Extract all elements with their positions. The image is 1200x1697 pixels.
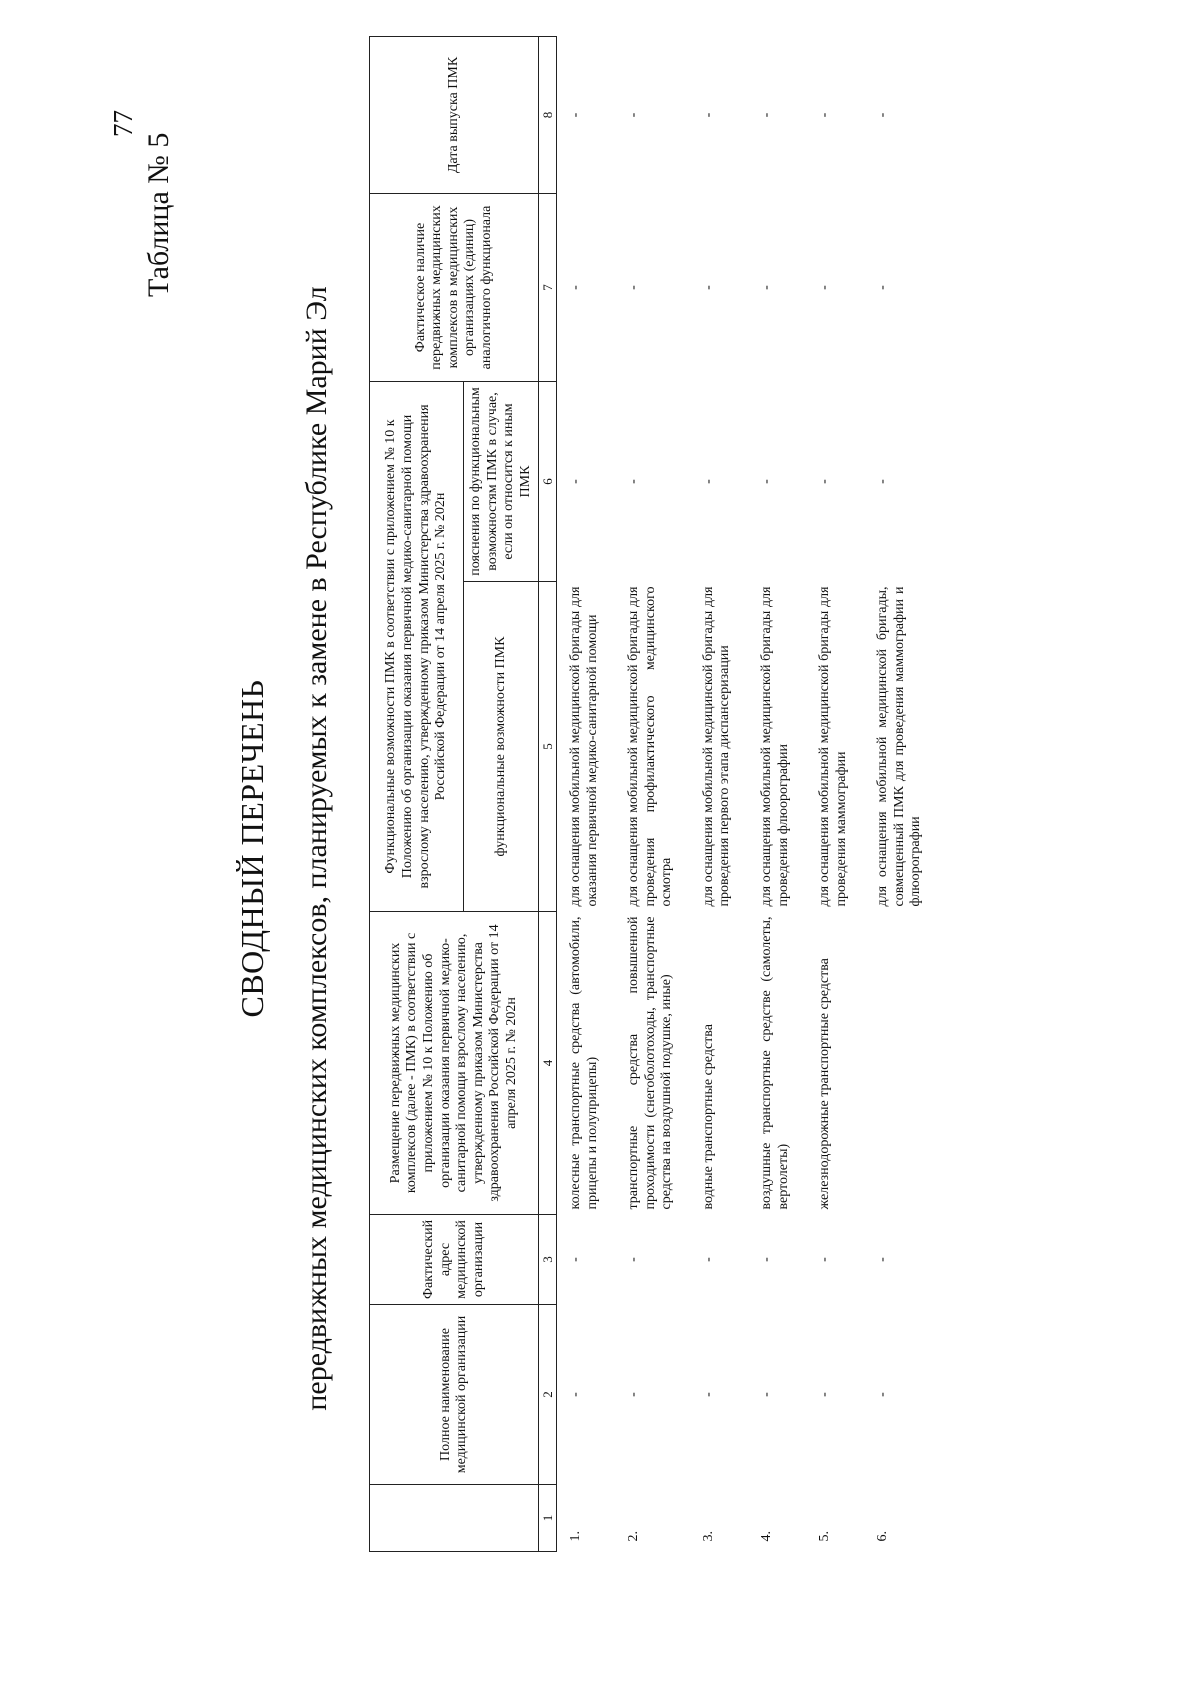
actual-count-cell: - <box>568 285 584 290</box>
column-number: 6 <box>539 382 557 582</box>
capabilities-cell: для оснащения мобильной медицинской бригады для проведения профилактического медицинского осмотра <box>626 586 675 907</box>
document-subtitle: передвижных медицинских комплексов, планируемых к замене в Республике Марий Эл <box>300 286 333 1411</box>
capabilities-cell: для оснащения мобильной медицинской бригады для проведения первого этапа диспансеризации <box>700 586 733 907</box>
table-label: Таблица № 5 <box>142 132 175 297</box>
org-name-cell: - <box>700 1392 716 1397</box>
org-address-cell: - <box>817 1257 833 1262</box>
column-number: 7 <box>539 194 557 382</box>
header-functional-capabilities: функциональные возможности ПМК <box>464 582 539 912</box>
explanation-cell: - <box>817 479 833 484</box>
header-org-address: Фактический адрес медицинской организации <box>370 1215 539 1305</box>
org-address-cell: - <box>759 1257 774 1262</box>
column-number: 8 <box>539 37 557 194</box>
column-number: 2 <box>539 1305 557 1485</box>
header-release-date: Дата выпуска ПМК <box>370 37 539 194</box>
org-name-cell: - <box>759 1392 774 1397</box>
table-row <box>615 37 690 1552</box>
release-date-cell: - <box>875 112 891 118</box>
row-number: 5. <box>817 1531 833 1542</box>
explanation-cell: - <box>700 479 716 484</box>
placement-cell: транспортные средства повышенной проходимости (снегоболотоходы, транспортные средства на воздушной подушке, иные) <box>626 916 675 1210</box>
row-number: 2. <box>626 1531 642 1542</box>
org-name-cell: - <box>875 1392 891 1397</box>
row-number: 6. <box>875 1531 891 1542</box>
actual-count-cell: - <box>817 285 833 290</box>
document-title: СВОДНЫЙ ПЕРЕЧЕНЬ <box>234 679 270 1018</box>
header-org-name: Полное наименование медицинской организации <box>370 1305 539 1485</box>
placement-cell <box>864 912 939 1215</box>
table-row <box>748 37 806 1552</box>
row-number: 4. <box>759 1531 774 1542</box>
release-date-cell: - <box>626 112 642 118</box>
header-functional-group: Функциональные возможности ПМК в соответствии с приложением № 10 к Положению об организации оказания первичной медико-санитарной помощи взрослому населению, утвержденному приказом Министерства здравоохранения Российской Федерации от 14 апреля 2025 г. № 202н <box>370 382 464 912</box>
capabilities-cell: для оснащения мобильной медицинской бригады, совмещенный ПМК для проведения маммографии и флюорографии <box>875 586 924 907</box>
placement-cell: воздушные транспортные средстве (самолеты, вертолеты) <box>759 916 791 1210</box>
row-number: 1. <box>568 1531 584 1542</box>
table-row <box>864 37 939 1552</box>
explanation-cell: - <box>759 479 774 484</box>
release-date-cell: - <box>568 112 584 118</box>
pmk-table <box>369 36 939 1552</box>
explanation-cell: - <box>875 479 891 484</box>
org-address-cell: - <box>875 1257 891 1262</box>
org-name-cell: - <box>568 1392 584 1397</box>
header-pmk-placement: Размещение передвижных медицинских комплексов (далее - ПМК) в соответствии с приложением № 10 к Положению об организации оказания первичной медико-санитарной помощи взрослому населению, утвержденному приказом Министерства здравоохранения Российской Федерации от 14 апреля 2025 г. № 202н <box>370 912 539 1215</box>
org-address-cell: - <box>626 1257 642 1262</box>
explanation-cell: - <box>568 479 584 484</box>
page-number: 77 <box>108 110 138 137</box>
placement-cell: водные транспортные средства <box>700 1024 716 1210</box>
column-number: 4 <box>539 912 557 1215</box>
actual-count-cell: - <box>759 285 774 290</box>
column-number: 5 <box>539 582 557 912</box>
table-row <box>557 37 616 1552</box>
org-address-cell: - <box>568 1257 584 1262</box>
release-date-cell: - <box>759 112 774 118</box>
placement-cell: колесные транспортные средства (автомобили, прицепы и полуприцепы) <box>568 916 600 1210</box>
capabilities-cell: для оснащения мобильной медицинской бригады для проведения маммографии <box>817 586 849 907</box>
capabilities-cell: для оснащения мобильной медицинской бригады для оказания первичной медико-санитарной помощи <box>568 586 600 907</box>
header-actual-count: Фактическое наличие передвижных медицинских комплексов в медицинских организациях (единиц) аналогичного функционала <box>370 194 539 382</box>
capabilities-cell: для оснащения мобильной медицинской бригады для проведения флюорографии <box>759 586 791 907</box>
release-date-cell: - <box>817 112 833 118</box>
actual-count-cell: - <box>700 285 716 290</box>
column-number: 1 <box>539 1485 557 1552</box>
org-address-cell: - <box>700 1257 716 1262</box>
actual-count-cell: - <box>626 285 642 290</box>
row-number: 3. <box>700 1531 716 1542</box>
table-row <box>806 37 864 1552</box>
placement-cell: железнодорожные транспортные средства <box>817 958 833 1210</box>
actual-count-cell: - <box>875 285 891 290</box>
column-number: 3 <box>539 1215 557 1305</box>
org-name-cell: - <box>817 1392 833 1397</box>
explanation-cell: - <box>626 479 642 484</box>
header-col1 <box>370 1485 539 1552</box>
table-row <box>690 37 748 1552</box>
header-functional-explanation: пояснения по функциональным возможностям ПМК в случае, если он относится к иным ПМК <box>464 382 539 582</box>
release-date-cell: - <box>700 112 716 118</box>
org-name-cell: - <box>626 1392 642 1397</box>
